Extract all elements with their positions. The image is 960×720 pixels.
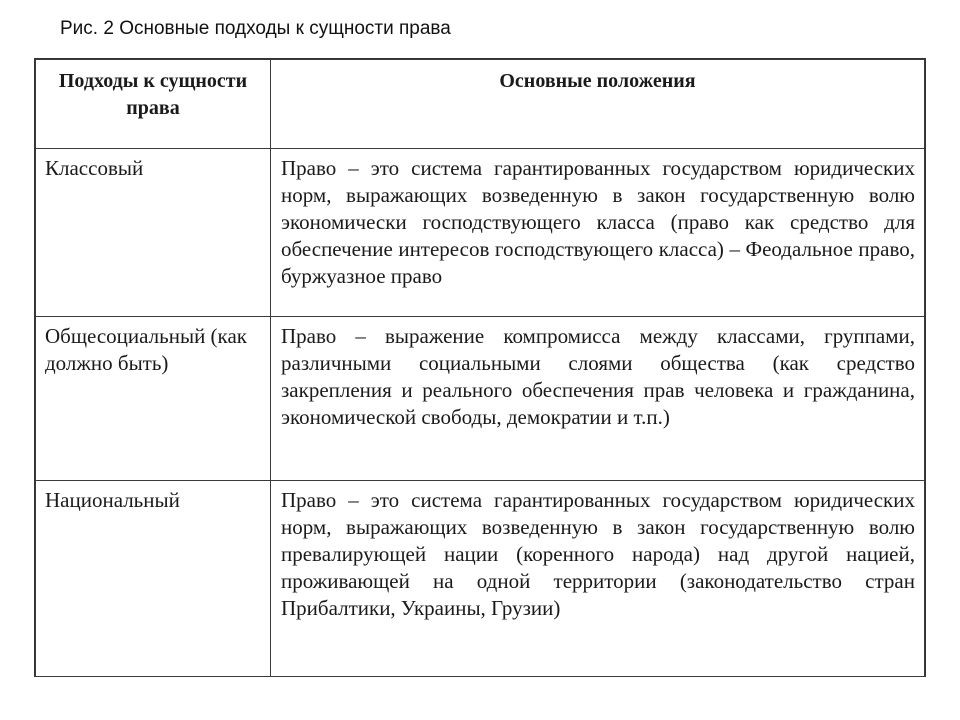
approach-cell: Общесоциальный (как должно быть) [36,317,271,481]
table-header-row [36,60,925,149]
table-row [36,317,925,481]
provisions-cell: Право – это система гарантированных государством юридических норм, выражающих возведенную в закон государственную волю экономически господствующего класса (право как средство для обеспечение интересов господствующего класса) – Феодальное право, буржуазное право [271,149,925,317]
figure-caption: Рис. 2 Основные подходы к сущности права [60,18,451,39]
table-row [36,481,925,677]
approaches-table-frame [34,58,926,677]
table-row [36,149,925,317]
provisions-cell: Право – выражение компромисса между классами, группами, различными социальными слоями общества (как средство закрепления и реального обеспечения прав человека и гражданина, экономической свободы, демократии и т.п.) [271,317,925,481]
approach-cell: Национальный [36,481,271,677]
header-provisions: Основные положения [271,60,925,149]
approach-cell: Классовый [36,149,271,317]
provisions-cell: Право – это система гарантированных государством юридических норм, выражающих возведенную в закон государственную волю превалирующей нации (коренного народа) над другой нацией, проживающей на одной территории (законодательство стран Прибалтики, Украины, Грузии) [271,481,925,677]
header-approach: Подходы к сущности права [36,60,271,149]
approaches-table [35,59,925,677]
